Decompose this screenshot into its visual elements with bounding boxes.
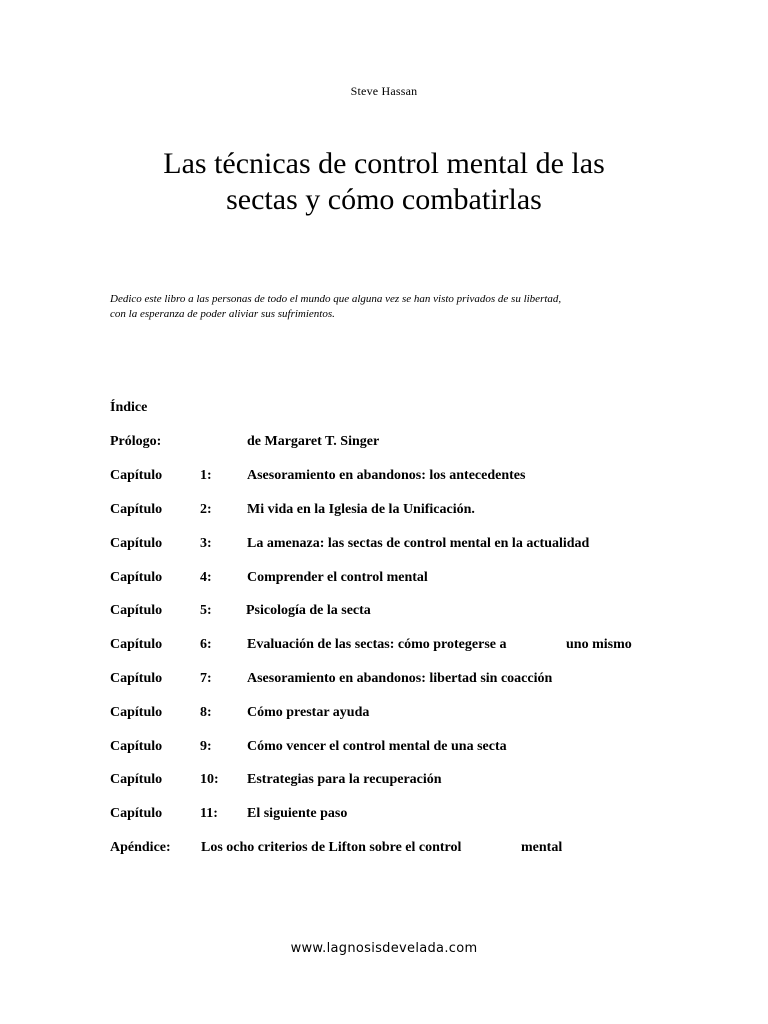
toc-chapter-number: 7: bbox=[200, 671, 212, 686]
toc-chapter-title: Comprender el control mental bbox=[247, 570, 428, 585]
toc-chapter-title: Asesoramiento en abandonos: libertad sin coacción bbox=[247, 671, 553, 686]
toc-chapter-number: 3: bbox=[200, 536, 212, 551]
toc-chapter-title: Evaluación de las sectas: cómo protegerse a bbox=[247, 637, 507, 652]
toc-label: Capítulo bbox=[110, 705, 163, 720]
toc-label: Capítulo bbox=[110, 806, 163, 821]
toc-chapter-title: La amenaza: las sectas de control mental en la actualidad bbox=[247, 536, 590, 551]
toc-chapter-number: 11: bbox=[200, 806, 218, 821]
document-title bbox=[0, 146, 768, 218]
toc-entry-text: Los ocho criterios de Lifton sobre el control bbox=[201, 840, 462, 855]
toc-chapter-number: 9: bbox=[200, 739, 212, 754]
toc-entry-text-tail: mental bbox=[521, 840, 563, 855]
toc-heading: Índice bbox=[110, 400, 148, 415]
toc-label: Capítulo bbox=[110, 603, 163, 618]
toc-chapter-title: Asesoramiento en abandonos: los antecedentes bbox=[247, 468, 526, 483]
toc-chapter-number: 4: bbox=[200, 570, 212, 585]
toc-label: Capítulo bbox=[110, 502, 163, 517]
title-line-2: sectas y cómo combatirlas bbox=[226, 183, 542, 216]
toc-chapter-title: Psicología de la secta bbox=[246, 603, 371, 618]
toc-label: Capítulo bbox=[110, 536, 163, 551]
toc-chapter-number: 5: bbox=[200, 603, 212, 618]
toc-chapter-title: Cómo vencer el control mental de una secta bbox=[247, 739, 507, 754]
toc-label: Capítulo bbox=[110, 468, 163, 483]
author-name: Steve Hassan bbox=[350, 84, 418, 98]
toc-label: Capítulo bbox=[110, 739, 163, 754]
toc-label: Capítulo bbox=[110, 671, 163, 686]
toc-chapter-title: Estrategias para la recuperación bbox=[247, 772, 442, 787]
toc-chapter-title: Cómo prestar ayuda bbox=[247, 705, 370, 720]
toc-chapter-number: 6: bbox=[200, 637, 212, 652]
toc-chapter-number: 1: bbox=[200, 468, 212, 483]
toc-label: Capítulo bbox=[110, 637, 163, 652]
toc-label: Capítulo bbox=[110, 772, 163, 787]
dedication bbox=[110, 292, 670, 322]
title-line-1: Las técnicas de control mental de las bbox=[163, 147, 605, 180]
toc-label: Apéndice: bbox=[110, 840, 171, 855]
toc-label: Capítulo bbox=[110, 570, 163, 585]
toc-chapter-number: 8: bbox=[200, 705, 212, 720]
toc-chapter-number: 10: bbox=[200, 772, 219, 787]
footer-url: www.lagnosisdevelada.com bbox=[290, 941, 478, 956]
toc-chapter-title: Mi vida en la Iglesia de la Unificación. bbox=[247, 502, 475, 517]
dedication-line-1: Dedico este libro a las personas de todo el mundo que alguna vez se han visto privados de su libertad, bbox=[110, 293, 562, 305]
dedication-line-2: con la esperanza de poder aliviar sus sufrimientos. bbox=[110, 308, 335, 320]
toc-chapter-title: El siguiente paso bbox=[247, 806, 348, 821]
toc-chapter-number: 2: bbox=[200, 502, 212, 517]
toc-chapter-title-tail: uno mismo bbox=[566, 637, 632, 652]
toc-entry-text: de Margaret T. Singer bbox=[247, 434, 380, 449]
toc-label: Prólogo: bbox=[110, 434, 162, 449]
